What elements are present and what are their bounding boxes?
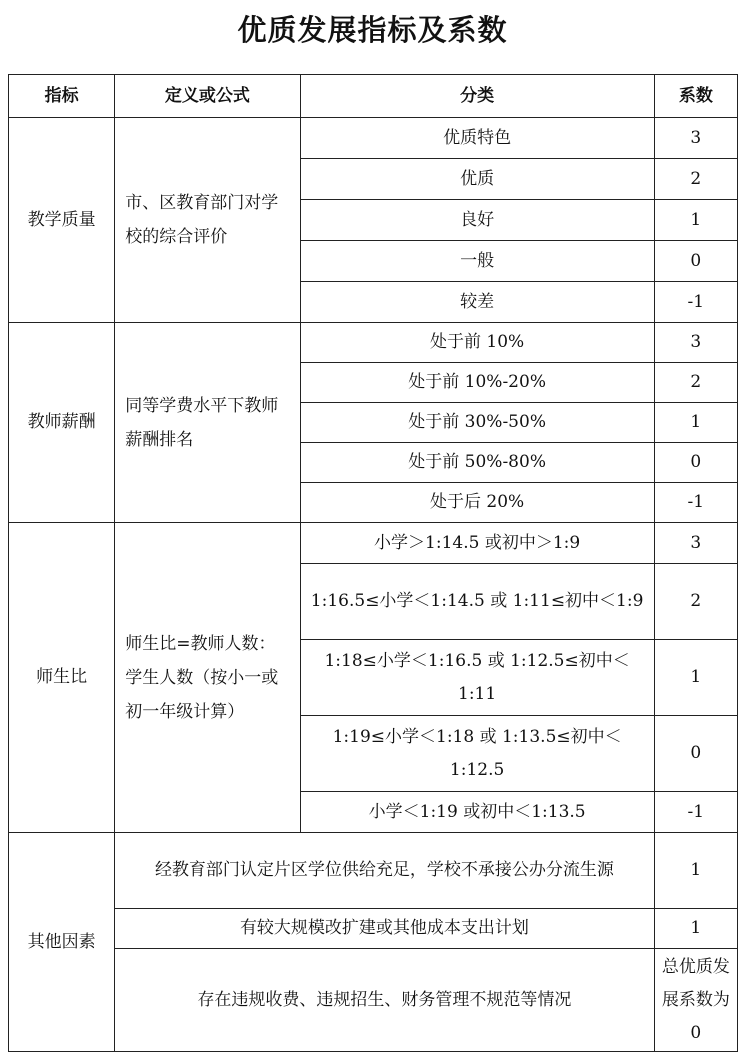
category-cell: 经教育部门认定片区学位供给充足，学校不承接公办分流生源: [115, 833, 654, 909]
coefficient-cell: 1: [654, 833, 737, 909]
category-cell: 处于前 30%-50%: [300, 403, 654, 443]
coefficient-cell: -1: [654, 282, 737, 323]
definition-cell: 同等学费水平下教师薪酬排名: [115, 323, 300, 523]
coefficient-cell: 2: [654, 159, 737, 200]
coefficient-cell: 3: [654, 323, 737, 363]
coefficient-cell: 总优质发展系数为 0: [654, 949, 737, 1052]
category-cell: 1:16.5≤小学＜1:14.5 或 1:11≤初中＜1:9: [300, 564, 654, 640]
category-cell: 处于前 50%-80%: [300, 443, 654, 483]
coefficient-cell: 2: [654, 363, 737, 403]
category-cell: 较差: [300, 282, 654, 323]
category-cell: 小学＜1:19 或初中＜1:13.5: [300, 792, 654, 833]
coefficient-cell: 3: [654, 118, 737, 159]
category-cell: 优质特色: [300, 118, 654, 159]
table-row: [9, 833, 738, 909]
coefficient-cell: -1: [654, 483, 737, 523]
category-cell: 优质: [300, 159, 654, 200]
category-cell: 1:19≤小学＜1:18 或 1:13.5≤初中＜1:12.5: [300, 716, 654, 792]
definition-cell: 市、区教育部门对学校的综合评价: [115, 118, 300, 323]
table-row: [9, 323, 738, 363]
header-coefficient: 系数: [654, 75, 737, 118]
table-row: [9, 118, 738, 159]
category-cell: 处于前 10%-20%: [300, 363, 654, 403]
category-cell: 1:18≤小学＜1:16.5 或 1:12.5≤初中＜1:11: [300, 640, 654, 716]
category-cell: 小学＞1:14.5 或初中＞1:9: [300, 523, 654, 564]
category-cell: 处于后 20%: [300, 483, 654, 523]
coefficient-cell: 2: [654, 564, 737, 640]
table-row: [9, 949, 738, 1052]
category-cell: 一般: [300, 241, 654, 282]
coefficient-cell: -1: [654, 792, 737, 833]
indicator-cell: 师生比: [9, 523, 115, 833]
page-title: 优质发展指标及系数: [237, 13, 508, 47]
coefficient-cell: 3: [654, 523, 737, 564]
indicator-cell: 教学质量: [9, 118, 115, 323]
category-cell: 处于前 10%: [300, 323, 654, 363]
indicator-cell: 教师薪酬: [9, 323, 115, 523]
indicator-cell: 其他因素: [9, 833, 115, 1052]
coefficient-cell: 0: [654, 716, 737, 792]
header-definition: 定义或公式: [115, 75, 300, 118]
coefficient-cell: 0: [654, 443, 737, 483]
coefficient-cell: 1: [654, 640, 737, 716]
coefficient-cell: 0: [654, 241, 737, 282]
category-cell: 存在违规收费、违规招生、财务管理不规范等情况: [115, 949, 654, 1052]
coefficient-cell: 1: [654, 909, 737, 949]
indicator-table: [8, 74, 738, 1052]
definition-cell: 师生比=教师人数：学生人数（按小一或初一年级计算）: [115, 523, 300, 833]
coefficient-cell: 1: [654, 403, 737, 443]
table-header-row: [9, 75, 738, 118]
header-indicator: 指标: [9, 75, 115, 118]
category-cell: 良好: [300, 200, 654, 241]
category-cell: 有较大规模改扩建或其他成本支出计划: [115, 909, 654, 949]
header-category: 分类: [300, 75, 654, 118]
table-row: [9, 909, 738, 949]
table-row: [9, 523, 738, 564]
coefficient-cell: 1: [654, 200, 737, 241]
